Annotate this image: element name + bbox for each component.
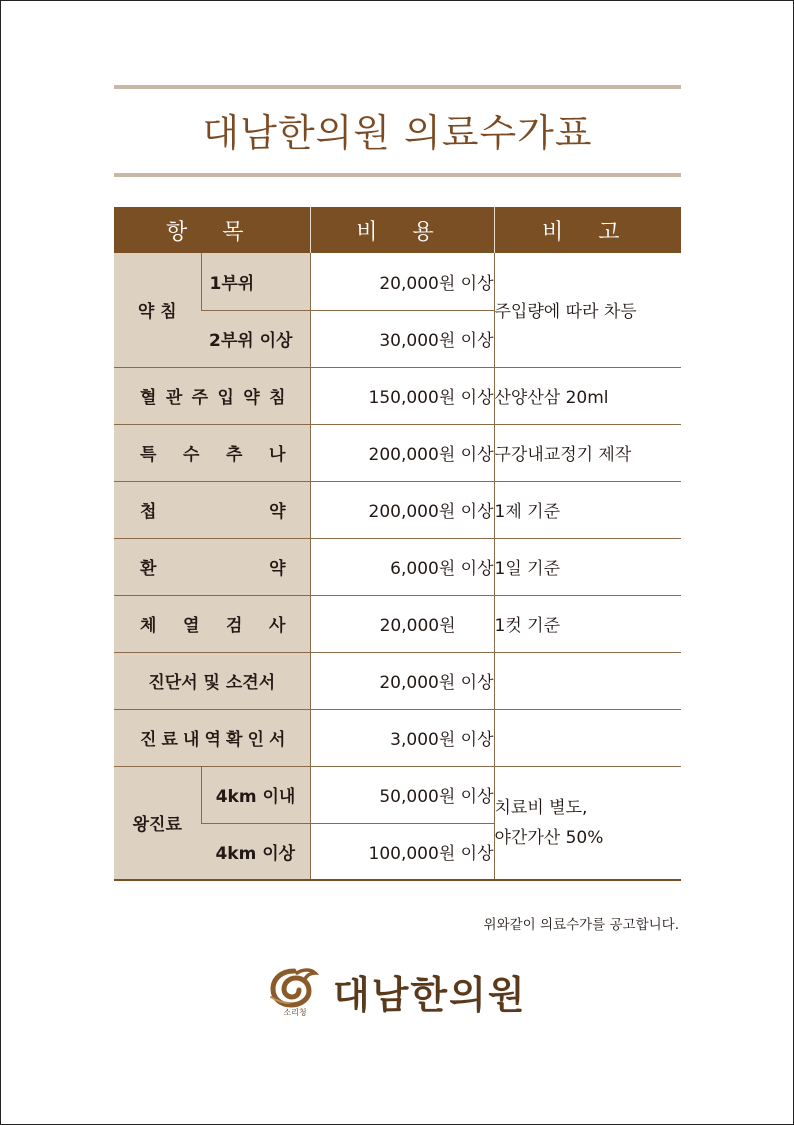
category-cell [114,424,310,481]
cost-cell: 20,000원 이상 [310,652,494,709]
logo-subtitle: 소리청 [283,1008,307,1017]
note-cell: 구강내교정기 제작 [494,424,681,481]
cost-cell: 6,000원 이상 [310,538,494,595]
note-cell [494,709,681,766]
note-cell: 1제 기준 [494,481,681,538]
cost-cell: 50,000원 이상 [310,766,494,823]
label-char: 관 [165,388,183,408]
note-cell [494,652,681,709]
label-char: 수 [183,445,200,465]
notice-text: 위와같이 의료수가를 공고합니다. [483,917,679,933]
category-cell [114,481,310,538]
spread-label [140,383,286,408]
spread-label [140,497,286,522]
cost-cell: 200,000원 이상 [310,481,494,538]
category-cell [114,367,310,424]
label-char: 역 [204,730,221,750]
note-line: 치료비 별도, [494,797,588,818]
table-row [114,709,681,766]
cost-cell: 20,000원 [310,595,494,652]
cost-cell: 200,000원 이상 [310,424,494,481]
label-char: 주 [191,388,209,408]
note-cell: 1컷 기준 [494,595,681,652]
label-char: 서 [269,730,286,750]
label-char: 인 [247,730,264,750]
table-row [114,652,681,709]
label-char: 입 [217,388,234,408]
label-char: 확 [226,730,243,750]
note-cell: 주입량에 따라 차등 [494,253,681,367]
label-char: 첩 [140,502,157,522]
logo-clinic-name: 대남한의원 [333,973,527,1017]
logo-mark [269,967,319,1023]
label-char: 침 [269,388,286,408]
spread-label [140,725,286,750]
spread-label [140,440,286,465]
category-house-call: 왕진료 [114,766,201,880]
subcategory-2-sites: 2부위 이상 [201,310,310,367]
label-char: 약 [269,502,286,522]
label-char: 약 [269,559,286,579]
note-cell: 산양산삼 20ml [494,367,681,424]
label-char: 열 [183,616,200,636]
label-char: 추 [226,445,243,465]
note-line: 야간가산 50% [494,827,604,848]
cost-cell: 100,000원 이상 [310,823,494,880]
label-char: 혈 [140,388,157,408]
table-row [114,595,681,652]
table-row [114,424,681,481]
label-char: 환 [140,559,157,579]
table-row [114,481,681,538]
subcategory-within-4km: 4km 이내 [201,766,310,823]
category-cell [114,538,310,595]
category-acupuncture: 약 침 [114,253,201,367]
label-char: 료 [161,730,178,750]
ear-swirl-icon [269,967,319,1011]
label-char: 검 [226,616,243,636]
spread-label [140,611,286,636]
title-rule-bottom [114,173,681,177]
cost-cell: 150,000원 이상 [310,367,494,424]
table-row [114,253,681,310]
spread-label [140,554,286,579]
label-char: 진 [140,730,157,750]
clinic-logo [269,967,539,1023]
header-cost: 비 용 [310,207,494,253]
header-item: 항 목 [114,207,310,253]
fee-table [114,207,681,881]
label-char: 사 [269,616,286,636]
category-cell [114,709,310,766]
cost-cell: 30,000원 이상 [310,310,494,367]
category-cell [114,595,310,652]
subcategory-over-4km: 4km 이상 [201,823,310,880]
table-row [114,538,681,595]
page-title: 대남한의원 의료수가표 [202,111,593,155]
label-char: 내 [183,730,200,750]
title-rule-top [114,85,681,89]
label-char: 약 [243,388,260,408]
label-char: 나 [269,445,286,465]
table-row [114,367,681,424]
subcategory-1-site: 1부위 [201,253,310,310]
table-row [114,766,681,823]
label-char: 체 [140,616,157,636]
label-char: 특 [140,445,157,465]
header-note: 비 고 [494,207,681,253]
cost-cell: 20,000원 이상 [310,253,494,310]
note-cell [494,766,681,880]
note-cell: 1일 기준 [494,538,681,595]
cost-cell: 3,000원 이상 [310,709,494,766]
category-cell: 진단서 및 소견서 [114,652,310,709]
table-header-row [114,207,681,253]
